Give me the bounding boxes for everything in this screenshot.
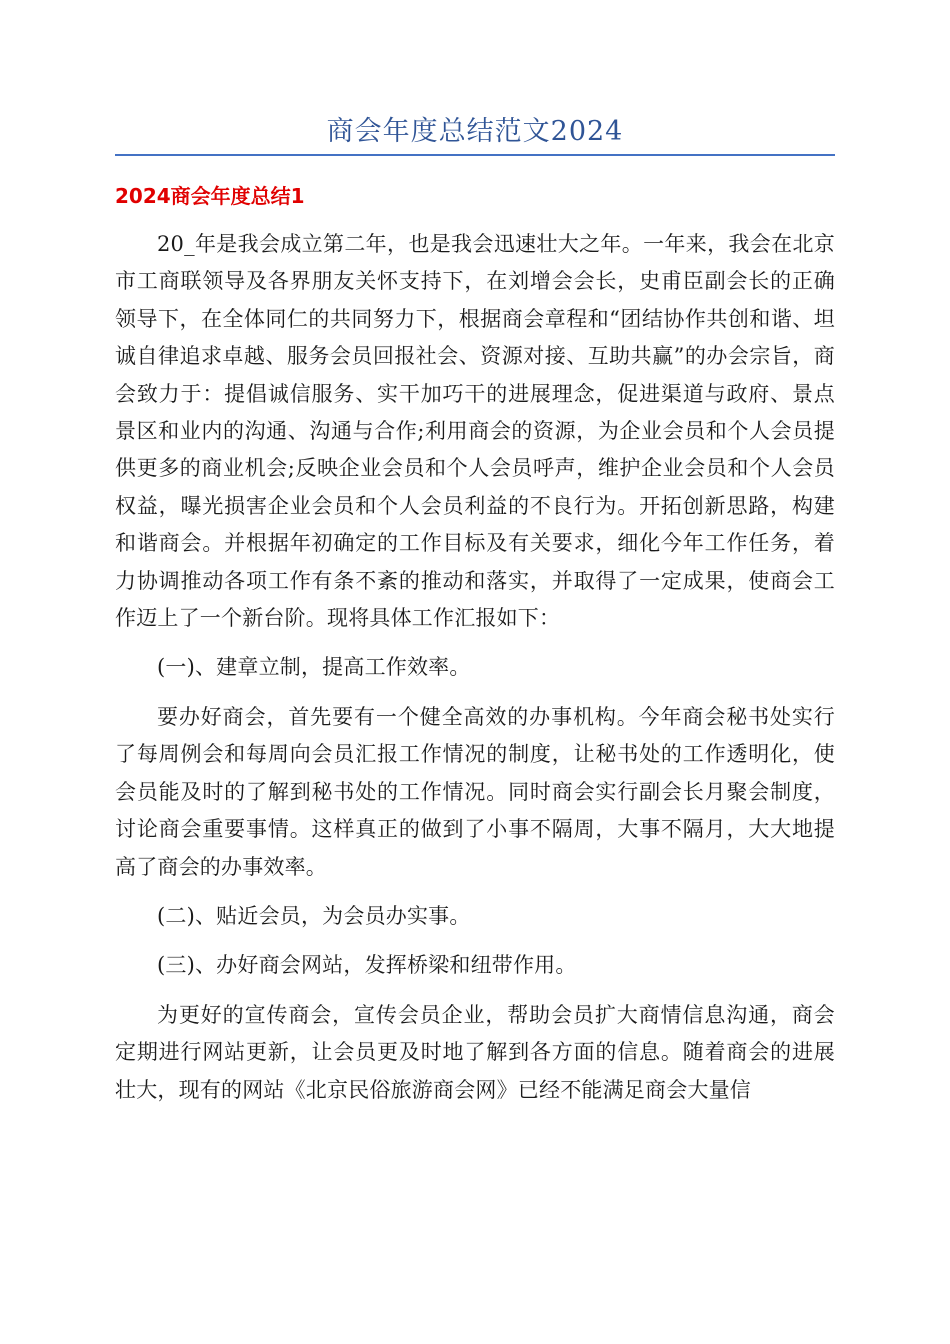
subheading-1: (一)、建章立制，提高工作效率。 bbox=[157, 655, 471, 680]
paragraph-website: 为更好的宣传商会，宣传会员企业，帮助会员扩大商情信息沟通，商会定期进行网站更新，让会员更及时地了解到各方面的信息。随着商会的进展壮大，现有的网站《北京民俗旅游商会网》已经不能满足商会大量信 bbox=[115, 1002, 835, 1102]
subheading-3: (三)、办好商会网站，发挥桥梁和纽带作用。 bbox=[157, 953, 577, 978]
title-divider bbox=[115, 154, 835, 156]
document-title: 商会年度总结范文2024 bbox=[326, 116, 624, 147]
paragraph-efficiency: 要办好商会，首先要有一个健全高效的办事机构。今年商会秘书处实行了每周例会和每周向会员汇报工作情况的制度，让秘书处的工作透明化，使会员能及时的了解到秘书处的工作情况。同时商会实行副会长月聚会制度，讨论商会重要事情。这样真正的做到了小事不隔周，大事不隔月，大大地提高了商会的办事效率。 bbox=[115, 704, 835, 879]
section-heading: 2024商会年度总结1 bbox=[115, 184, 305, 208]
subheading-2: (二)、贴近会员，为会员办实事。 bbox=[157, 903, 471, 928]
document-body bbox=[115, 226, 835, 1121]
paragraph-intro: 20_年是我会成立第二年，也是我会迅速壮大之年。一年来，我会在北京市工商联领导及各界朋友关怀支持下，在刘增会会长，史甫臣副会长的正确领导下，在全体同仁的共同努力下，根据商会章程和“团结协作共创和谐、坦诚自律追求卓越、服务会员回报社会、资源对接、互助共赢”的办会宗旨，商会致力于：提倡诚信服务、实干加巧干的进展理念，促进渠道与政府、景点景区和业内的沟通、沟通与合作;利用商会的资源，为企业会员和个人会员提供更多的商业机会;反映企业会员和个人会员呼声，维护企业会员和个人会员权益，曝光损害企业会员和个人会员利益的不良行为。开拓创新思路，构建和谐商会。并根据年初确定的工作目标及有关要求，细化今年工作任务，着力协调推动各项工作有条不紊的推动和落实，并取得了一定成果，使商会工作迈上了一个新台阶。现将具体工作汇报如下： bbox=[115, 232, 835, 631]
